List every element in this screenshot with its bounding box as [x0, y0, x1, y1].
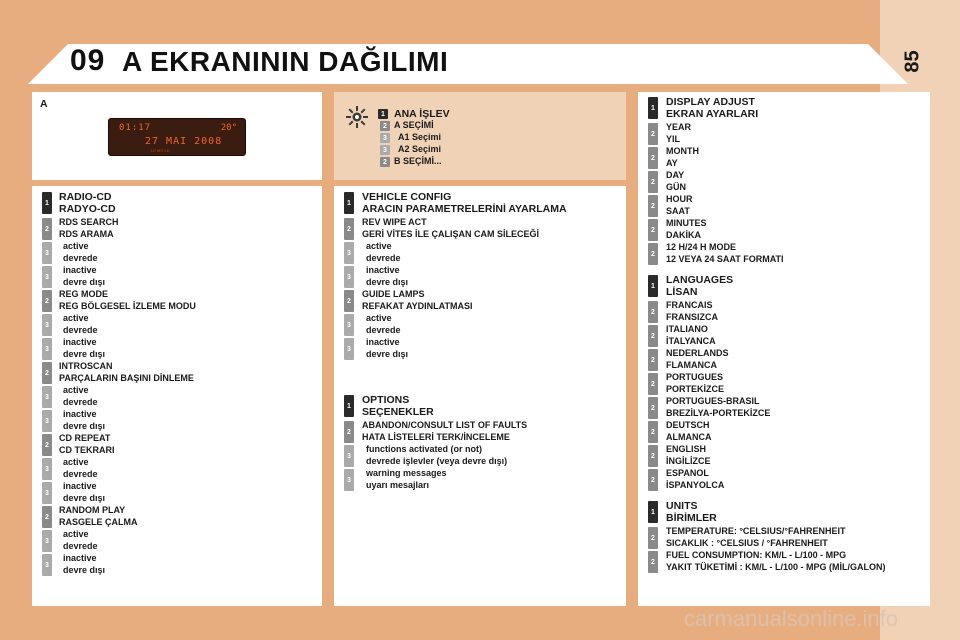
menu-item-line: active: [366, 241, 392, 251]
menu-item-line: DEUTSCH: [666, 420, 710, 430]
menu-item-line: UNITS: [666, 500, 698, 512]
menu-item-line: PORTUGUES: [666, 372, 724, 382]
level-2-badge: 2: [648, 243, 658, 265]
menu-item-left-items-14: [63, 529, 98, 553]
menu-item-line: inactive: [63, 481, 97, 491]
menu-item-right-languages-8: [666, 468, 724, 492]
level-2-badge: 2: [648, 219, 658, 241]
level-2-badge: 2: [42, 434, 52, 456]
menu-item-line: REFAKAT AYDINLATMASI: [362, 300, 473, 311]
menu-item-left-items-8: [63, 385, 98, 409]
level-2-badge: 2: [42, 362, 52, 384]
display-temp: 20°: [220, 123, 237, 133]
menu-item-line: SAAT: [666, 205, 690, 216]
level-2-badge: 2: [344, 421, 354, 443]
menu-item-right-languages-2: [666, 324, 716, 348]
menu-item-middle-vehicle-0: [362, 191, 567, 215]
menu-item-line: RANDOM PLAY: [59, 505, 126, 515]
menu-item-line: PORTUGUES-BRASIL: [666, 396, 760, 406]
level-2-badge: 2: [648, 421, 658, 443]
level-3-badge: 3: [42, 242, 52, 264]
menu-item-right-display_adjust-4: [666, 194, 693, 218]
display-date: 27 MAI 2008: [145, 136, 223, 147]
main-menu-item-2: A2 Seçimi: [398, 144, 442, 154]
menu-item-line: AY: [666, 157, 678, 168]
level-3-badge: 3: [42, 338, 52, 360]
menu-item-line: GERİ VİTES İLE ÇALIŞAN CAM SİLECEĞİ: [362, 228, 540, 239]
level-1-badge: 1: [344, 192, 354, 214]
menu-item-line: RDS ARAMA: [59, 228, 114, 239]
level-3-badge: 3: [380, 145, 390, 155]
level-2-badge: 2: [648, 469, 658, 491]
menu-item-line: ARACIN PARAMETRELERİNİ AYARLAMA: [362, 203, 567, 215]
menu-item-line: RADYO-CD: [59, 203, 116, 215]
menu-item-line: active: [63, 241, 89, 251]
menu-item-line: VEHICLE CONFIG: [362, 191, 452, 203]
menu-item-line: 12 VEYA 24 SAAT FORMATI: [666, 253, 784, 264]
level-1-badge: 1: [344, 395, 354, 417]
menu-item-line: REV WIPE ACT: [362, 217, 427, 227]
main-menu-item-1: A1 Seçimi: [398, 132, 442, 142]
level-1-badge: 1: [42, 192, 52, 214]
level-3-badge: 3: [344, 242, 354, 264]
menu-item-line: inactive: [63, 409, 97, 419]
menu-item-line: BİRİMLER: [666, 512, 717, 524]
menu-item-right-display_adjust-3: [666, 170, 686, 194]
menu-item-right-languages-1: [666, 300, 718, 324]
menu-item-left-items-15: [63, 553, 105, 577]
menu-item-middle-vehicle-2: [366, 241, 401, 265]
menu-item-line: ITALIANO: [666, 324, 708, 334]
menu-item-middle-vehicle-5: [366, 313, 401, 337]
menu-item-line: active: [366, 313, 392, 323]
menu-item-line: NEDERLANDS: [666, 348, 729, 358]
menu-item-line: functions activated (or not): [366, 444, 483, 454]
main-menu-item-0: A SEÇİMİ: [394, 120, 434, 130]
menu-item-line: INTROSCAN: [59, 361, 113, 371]
menu-item-right-display_adjust-1: [666, 122, 691, 146]
level-3-badge: 3: [42, 482, 52, 504]
menu-item-line: REG BÖLGESEL İZLEME MODU: [59, 300, 196, 311]
chapter-number: 09: [70, 44, 106, 77]
menu-item-line: devrede: [63, 252, 98, 263]
screen-label: A: [40, 98, 48, 110]
level-2-badge: 2: [42, 218, 52, 240]
menu-item-middle-vehicle-1: [362, 217, 539, 241]
page-title: A EKRANININ DAĞILIMI: [122, 46, 449, 77]
menu-item-left-items-10: [59, 433, 115, 457]
level-2-badge: 2: [648, 349, 658, 371]
menu-item-line: BREZİLYA-PORTEKİZCE: [666, 407, 771, 418]
menu-item-middle-vehicle-3: [366, 265, 408, 289]
main-menu-panel: [334, 92, 626, 180]
menu-item-left-items-3: [63, 265, 105, 289]
menu-item-middle-vehicle-4: [362, 289, 473, 313]
menu-item-line: 12 H/24 H MODE: [666, 242, 737, 252]
menu-item-line: active: [63, 529, 89, 539]
level-3-badge: 3: [42, 410, 52, 432]
menu-item-left-items-2: [63, 241, 98, 265]
menu-item-right-units-2: [666, 550, 886, 574]
menu-item-line: SEÇENEKLER: [362, 406, 434, 418]
level-2-badge: 2: [648, 527, 658, 549]
menu-item-left-items-9: [63, 409, 105, 433]
level-2-badge: 2: [648, 325, 658, 347]
settings-icon: [344, 104, 370, 130]
level-1-badge: 1: [648, 275, 658, 297]
menu-item-left-items-0: [59, 191, 116, 215]
menu-item-line: PARÇALARIN BAŞINI DİNLEME: [59, 372, 194, 383]
menu-item-line: YAKIT TÜKETİMİ : KM/L - L/100 - MPG (MİL/GALON): [666, 561, 886, 572]
level-2-badge: 2: [648, 445, 658, 467]
menu-item-line: FRANSIZCA: [666, 311, 718, 322]
main-menu-title: ANA İŞLEV: [394, 108, 450, 120]
menu-item-line: TEMPERATURE: °CELSIUS/°FAHRENHEIT: [666, 526, 846, 536]
level-1-badge: 1: [648, 501, 658, 523]
menu-item-line: RASGELE ÇALMA: [59, 516, 138, 527]
menu-item-line: DISPLAY ADJUST: [666, 96, 755, 108]
menu-item-line: DAKİKA: [666, 229, 701, 240]
menu-item-line: devrede: [63, 396, 98, 407]
menu-item-line: devre dışı: [63, 348, 106, 359]
menu-item-line: inactive: [63, 553, 97, 563]
menu-item-line: ESPANOL: [666, 468, 709, 478]
level-2-badge: 2: [380, 157, 390, 167]
menu-item-line: devrede: [63, 468, 98, 479]
level-2-badge: 2: [648, 147, 658, 169]
level-3-badge: 3: [344, 338, 354, 360]
menu-item-line: devre dışı: [366, 276, 409, 287]
menu-item-left-items-11: [63, 457, 98, 481]
menu-item-line: devrede: [63, 540, 98, 551]
menu-item-line: ABANDON/CONSULT LIST OF FAULTS: [362, 420, 528, 430]
menu-item-line: devre dışı: [63, 420, 106, 431]
menu-item-line: HATA LİSTELERİ TERK/İNCELEME: [362, 431, 510, 442]
menu-item-line: devrede: [366, 324, 401, 335]
menu-item-line: REG MODE: [59, 289, 109, 299]
menu-item-line: CD TEKRARI: [59, 444, 115, 455]
radio-display: [108, 118, 246, 156]
menu-item-line: LANGUAGES: [666, 274, 734, 286]
menu-item-line: active: [63, 313, 89, 323]
menu-item-line: OPTIONS: [362, 394, 410, 406]
menu-item-line: HOUR: [666, 194, 693, 204]
level-2-badge: 2: [42, 290, 52, 312]
page-number: 85: [901, 50, 924, 73]
menu-item-line: İNGİLİZCE: [666, 455, 711, 466]
level-2-badge: 2: [648, 195, 658, 217]
level-2-badge: 2: [344, 290, 354, 312]
menu-item-line: PORTEKİZCE: [666, 383, 725, 394]
menu-item-line: CD REPEAT: [59, 433, 111, 443]
menu-item-line: YEAR: [666, 122, 692, 132]
menu-item-right-languages-5: [666, 396, 770, 420]
menu-item-middle-options-2: [366, 444, 507, 468]
menu-item-line: MONTH: [666, 146, 699, 156]
menu-item-line: active: [63, 385, 89, 395]
menu-item-line: RADIO-CD: [59, 191, 112, 203]
menu-item-line: devrede: [63, 324, 98, 335]
menu-item-line: GUIDE LAMPS: [362, 289, 425, 299]
level-2-badge: 2: [380, 121, 390, 131]
menu-item-line: SICAKLIK : °CELSIUS / °FAHRENHEIT: [666, 537, 828, 548]
menu-item-line: inactive: [63, 337, 97, 347]
menu-item-left-items-1: [59, 217, 119, 241]
menu-item-line: devre dışı: [63, 564, 106, 575]
level-3-badge: 3: [42, 314, 52, 336]
menu-item-right-units-1: [666, 526, 846, 550]
menu-item-line: ALMANCA: [666, 431, 712, 442]
level-1-badge: 1: [378, 109, 388, 119]
menu-item-line: DAY: [666, 170, 685, 180]
level-3-badge: 3: [344, 469, 354, 491]
menu-item-line: inactive: [366, 337, 400, 347]
menu-item-line: inactive: [63, 265, 97, 275]
menu-item-right-languages-4: [666, 372, 724, 396]
menu-item-left-items-12: [63, 481, 105, 505]
main-menu-item-3: B SEÇİMİ...: [394, 156, 442, 166]
menu-item-line: RDS SEARCH: [59, 217, 119, 227]
menu-item-line: uyarı mesajları: [366, 479, 430, 490]
menu-item-middle-vehicle-6: [366, 337, 408, 361]
menu-item-right-languages-7: [666, 444, 711, 468]
menu-item-right-display_adjust-6: [666, 242, 784, 266]
menu-item-line: warning messages: [366, 468, 447, 478]
menu-item-line: devre dışı: [63, 276, 106, 287]
menu-item-right-display_adjust-5: [666, 218, 707, 242]
menu-item-line: active: [63, 457, 89, 467]
level-2-badge: 2: [648, 301, 658, 323]
menu-item-right-display_adjust-2: [666, 146, 699, 170]
display-time: 01:17: [119, 123, 152, 133]
menu-item-line: devre dışı: [63, 492, 106, 503]
menu-item-line: MINUTES: [666, 218, 707, 228]
menu-item-left-items-13: [59, 505, 138, 529]
menu-item-left-items-7: [59, 361, 194, 385]
menu-item-left-items-5: [63, 313, 98, 337]
level-2-badge: 2: [42, 506, 52, 528]
menu-item-line: İSPANYOLCA: [666, 479, 725, 490]
level-1-badge: 1: [648, 97, 658, 119]
level-3-badge: 3: [42, 554, 52, 576]
menu-item-line: devre dışı: [366, 348, 409, 359]
display-sub: LE MO LD: [151, 148, 170, 153]
menu-item-right-languages-3: [666, 348, 729, 372]
level-3-badge: 3: [344, 314, 354, 336]
level-3-badge: 3: [344, 266, 354, 288]
level-3-badge: 3: [42, 530, 52, 552]
menu-item-line: FUEL CONSUMPTION: KM/L - L/100 - MPG: [666, 550, 847, 560]
menu-item-line: inactive: [366, 265, 400, 275]
level-2-badge: 2: [648, 397, 658, 419]
level-2-badge: 2: [648, 551, 658, 573]
menu-item-line: FRANCAIS: [666, 300, 713, 310]
menu-item-middle-options-0: [362, 394, 434, 418]
menu-item-line: FLAMANCA: [666, 359, 717, 370]
menu-item-line: devrede: [366, 252, 401, 263]
level-3-badge: 3: [344, 445, 354, 467]
level-3-badge: 3: [42, 266, 52, 288]
menu-item-line: YIL: [666, 133, 681, 144]
level-2-badge: 2: [344, 218, 354, 240]
level-3-badge: 3: [42, 386, 52, 408]
menu-item-line: GÜN: [666, 181, 686, 192]
menu-item-left-items-6: [63, 337, 105, 361]
menu-item-left-items-4: [59, 289, 196, 313]
level-3-badge: 3: [42, 458, 52, 480]
menu-item-right-units-0: [666, 500, 717, 524]
menu-item-line: İTALYANCA: [666, 335, 716, 346]
menu-item-line: ENGLISH: [666, 444, 707, 454]
level-2-badge: 2: [648, 123, 658, 145]
menu-item-right-display_adjust-0: [666, 96, 758, 120]
menu-item-line: devrede işlevler (veya devre dışı): [366, 455, 508, 466]
level-2-badge: 2: [648, 373, 658, 395]
menu-item-right-languages-6: [666, 420, 712, 444]
level-3-badge: 3: [380, 133, 390, 143]
menu-item-line: EKRAN AYARLARI: [666, 108, 759, 120]
menu-item-line: LİSAN: [666, 286, 698, 298]
level-2-badge: 2: [648, 171, 658, 193]
watermark: carmanualsonline.info: [684, 606, 899, 631]
menu-item-right-languages-0: [666, 274, 733, 298]
menu-item-middle-options-3: [366, 468, 447, 492]
menu-item-middle-options-1: [362, 420, 527, 444]
